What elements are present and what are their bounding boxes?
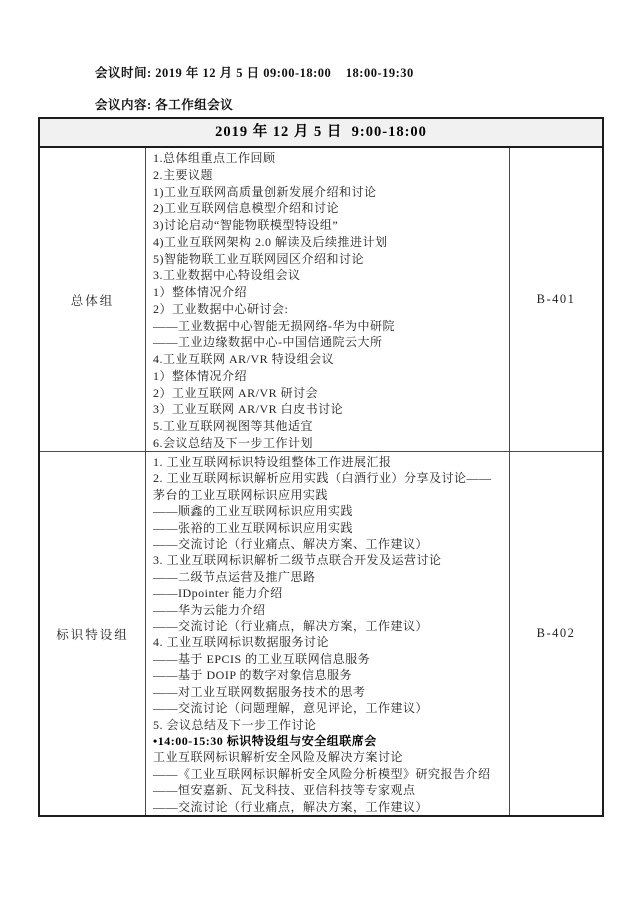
agenda-line: 1)工业互联网高质量创新发展介绍和讨论 (153, 184, 377, 199)
agenda-line: ——对工业互联网数据服务技术的思考 (153, 684, 366, 699)
agenda-line: ——交流讨论（问题理解，意见评论，工作建议） (153, 701, 429, 716)
agenda-line: 2）工业数据中心研讨会: (153, 301, 289, 316)
agenda-line: 2. 工业互联网标识解析应用实践（白酒行业）分享及讨论—— (153, 471, 492, 486)
agenda-line: ——交流讨论（行业痛点，解决方案，工作建议） (153, 799, 429, 814)
meeting-content-label: 会议内容: (95, 98, 152, 112)
agenda-line: ——顺鑫的工业互联网标识应用实践 (153, 504, 354, 519)
agenda-line: 1）整体情况介绍 (153, 368, 248, 383)
meeting-time-label: 会议时间: (95, 66, 152, 80)
agenda-line: •14:00-15:30 标识特设组与安全组联席会 (153, 733, 377, 748)
agenda-line: 5.工业互联网视图等其他适宜 (153, 419, 314, 433)
agenda-line: 2)工业互联网信息模型介绍和讨论 (153, 201, 339, 216)
meeting-time-text: 2019 年 12 月 5 日 09:00-18:00 18:00-19:30 (155, 66, 414, 80)
agenda-line: 茅台的工业互联网标识应用实践 (153, 487, 329, 502)
agenda-line: 5)智能物联工业互联网园区介绍和讨论 (153, 251, 364, 266)
group-name-cell: 总体组 (40, 148, 146, 451)
table-date-header: 2019 年 12 月 5 日 9:00-18:00 (40, 119, 602, 148)
agenda-content-cell (146, 452, 510, 815)
agenda-line: 5. 会议总结及下一步工作讨论 (153, 717, 317, 732)
meeting-time-line (95, 63, 414, 81)
agenda-line: 3）工业互联网 AR/VR 白皮书讨论 (153, 402, 344, 417)
agenda-line: ——恒安嘉新、瓦戈科技、亚信科技等专家观点 (153, 783, 416, 798)
room-number-cell: B-401 (536, 292, 576, 306)
agenda-line: ——工业边缘数据中心-中国信通院云大所 (153, 335, 383, 350)
table-row (40, 148, 602, 452)
agenda-line: ——基于 EPCIS 的工业互联网信息服务 (153, 651, 371, 666)
agenda-line: ——《工业互联网标识解析安全风险分析模型》研究报告介绍 (153, 766, 491, 781)
agenda-line: 1）整体情况介绍 (153, 285, 248, 299)
agenda-table (38, 117, 604, 817)
meeting-content-text: 各工作组会议 (155, 98, 234, 112)
agenda-line: 3)讨论启动“智能物联模型特设组” (153, 218, 339, 232)
agenda-line: 2.主要议题 (153, 167, 214, 182)
room-number-cell: B-402 (536, 626, 576, 640)
agenda-line: 1.总体组重点工作回顾 (153, 151, 276, 165)
agenda-line: ——二级节点运营及推广思路 (153, 569, 316, 584)
agenda-line: ——交流讨论（行业痛点，解决方案，工作建议） (153, 619, 429, 634)
agenda-line: 4. 工业互联网标识数据服务讨论 (153, 635, 330, 650)
agenda-line: 3. 工业互联网标识解析二级节点联合开发及运营讨论 (153, 553, 442, 568)
agenda-line: ——基于 DOIP 的数字对象信息服务 (153, 668, 353, 683)
agenda-line: 4)工业互联网架构 2.0 解读及后续推进计划 (153, 234, 388, 249)
agenda-line: 工业互联网标识解析安全风险及解决方案讨论 (153, 750, 404, 765)
agenda-line: 6.会议总结及下一步工作计划 (153, 435, 314, 450)
agenda-line: ——IDpointer 能力介绍 (153, 586, 283, 601)
agenda-content-cell (146, 148, 510, 451)
agenda-line: 2）工业互联网 AR/VR 研讨会 (153, 385, 319, 400)
agenda-line: ——华为云能力介绍 (153, 602, 266, 617)
agenda-line: 3.工业数据中心特设组会议 (153, 268, 301, 283)
agenda-line: ——张裕的工业互联网标识应用实践 (153, 520, 354, 535)
group-name-cell: 标识特设组 (40, 452, 146, 815)
table-row (40, 452, 602, 815)
agenda-line: ——交流讨论（行业痛点、解决方案、工作建议） (153, 537, 429, 552)
agenda-line: 4.工业互联网 AR/VR 特设组会议 (153, 352, 335, 366)
agenda-line: ——工业数据中心智能无损网络-华为中研院 (153, 318, 395, 333)
agenda-line: 1. 工业互联网标识特设组整体工作进展汇报 (153, 455, 392, 469)
meeting-content-line (95, 95, 233, 113)
